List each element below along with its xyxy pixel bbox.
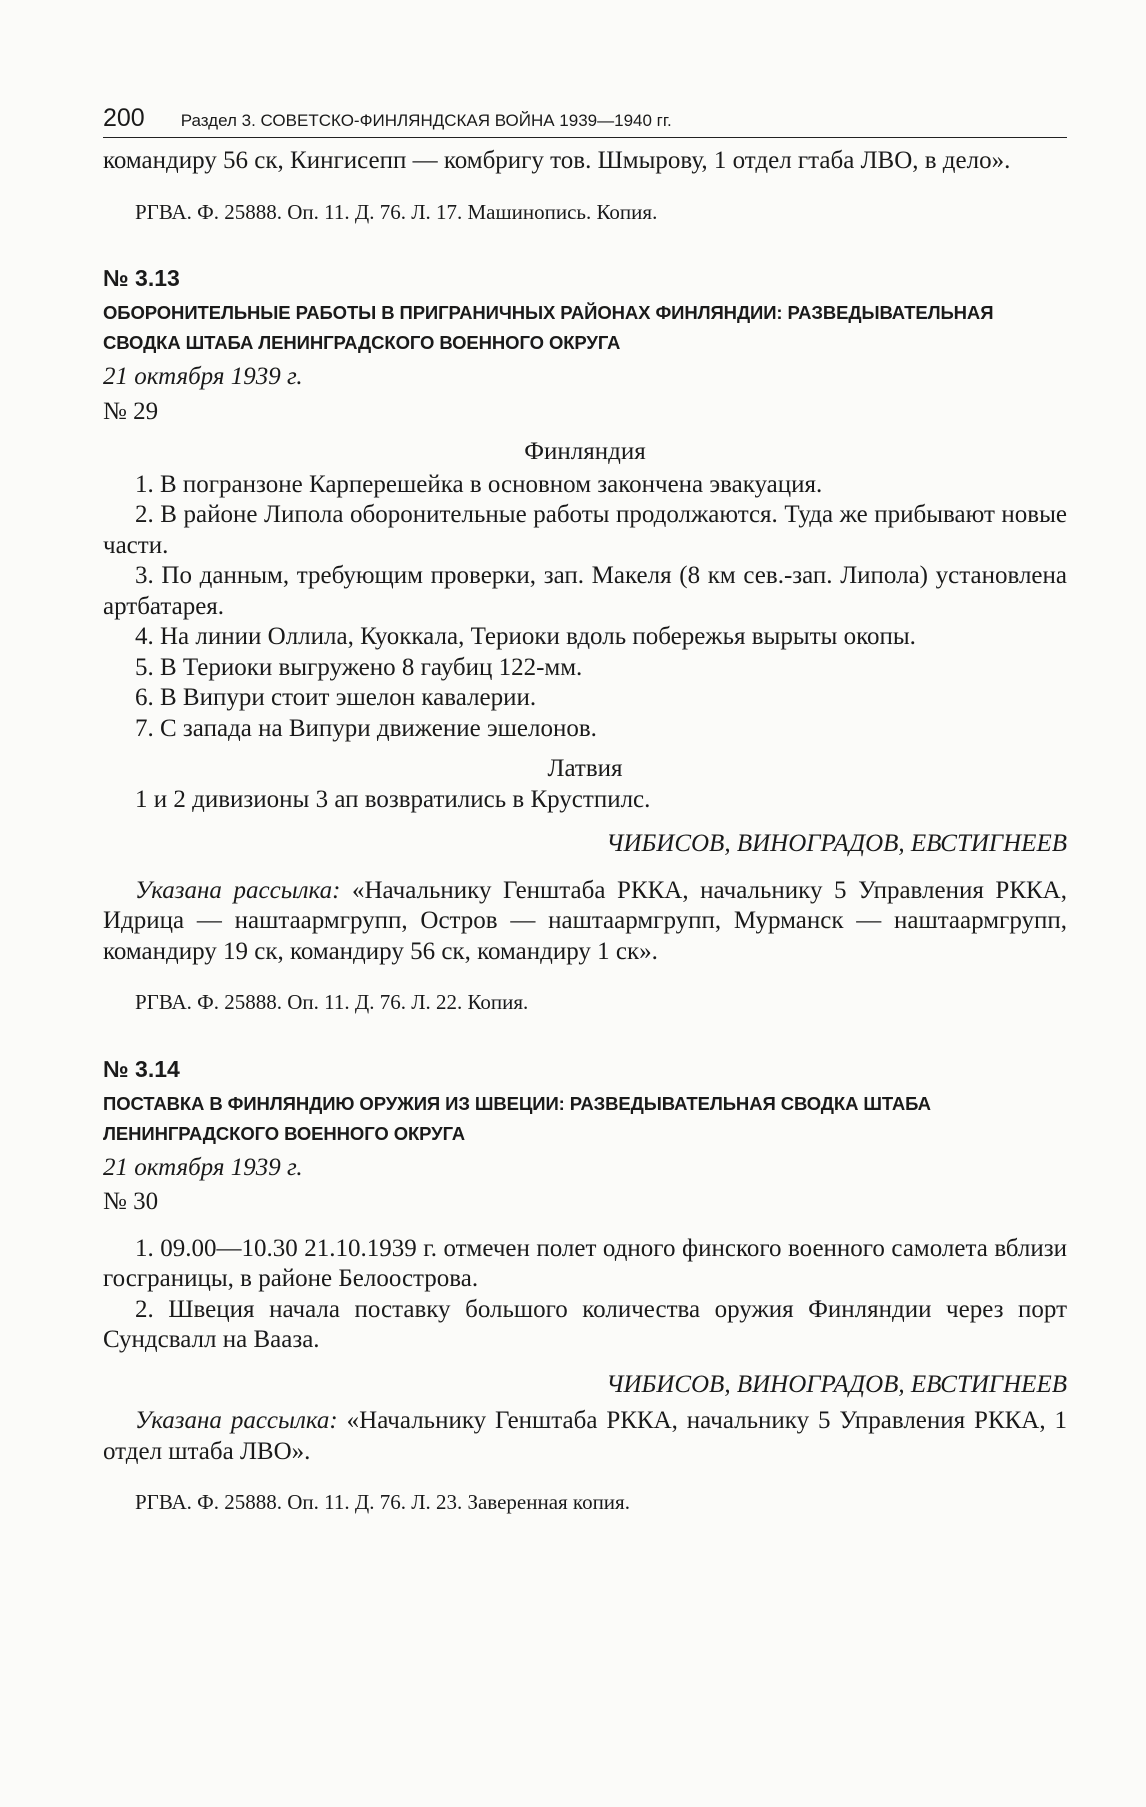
report-item: 2. Швеция начала поставку большого количества оружия Финляндии через порт Сундсвалл на Вааза. [103, 1295, 1067, 1353]
signature: ЧИБИСОВ, ВИНОГРАДОВ, ЕВСТИГНЕЕВ [606, 1370, 1067, 1398]
document-number: № 3.14 [103, 1055, 180, 1082]
distribution-note [103, 1406, 1067, 1467]
document-title: ПОСТАВКА В ФИНЛЯНДИЮ ОРУЖИЯ ИЗ ШВЕЦИИ: РАЗВЕДЫВАТЕЛЬНАЯ СВОДКА ШТАБА ЛЕНИНГРАДСКОГО ВОЕННОГО ОКРУГА [103, 1092, 931, 1144]
signature: ЧИБИСОВ, ВИНОГРАДОВ, ЕВСТИГНЕЕВ [606, 830, 1067, 857]
document-3-13 [103, 265, 1067, 1018]
report-item: 6. В Випури стоит эшелон кавалерии. [135, 684, 537, 711]
report-item: 2. В районе Липола оборонительные работы продолжаются. Туда же прибывают новые части. [103, 501, 1067, 559]
distribution-text: «Начальнику Генштаба РККА, начальнику 5 Управления РККА, 1 отдел штаба ЛВО». [103, 1407, 1067, 1465]
archive-ref: РГВА. Ф. 25888. Оп. 11. Д. 76. Л. 23. Заверенная копия. [135, 1490, 630, 1514]
report-items [103, 1234, 1067, 1356]
report-item: 4. На линии Оллила, Куоккала, Териоки вдоль побережья вырыты окопы. [135, 623, 916, 650]
section-title: Раздел 3. СОВЕТСКО-ФИНЛЯНДСКАЯ ВОЙНА 1939—1940 гг. [180, 111, 672, 130]
report-number: № 30 [103, 1188, 159, 1215]
distribution-label: Указана рассылка: [135, 876, 341, 904]
latvia-text: 1 и 2 дивизионы 3 ап возвратились в Крустпилс. [135, 785, 651, 813]
report-items [103, 470, 1067, 745]
running-header [103, 104, 1067, 138]
report-item: 1. В погранзоне Карперешейка в основном закончена эвакуация. [135, 470, 823, 498]
archive-ref: РГВА. Ф. 25888. Оп. 11. Д. 76. Л. 22. Копия. [135, 990, 529, 1014]
page-number: 200 [103, 104, 145, 132]
country-heading-finland: Финляндия [524, 438, 646, 465]
distribution-text: «Начальнику Генштаба РККА, начальнику 5 Управления РККА, Идрица — наштаармгрупп, Остров — наштаармгрупп, Мурманск — наштаармгрупп, командиру 19 ск, командиру 56 ск, командиру 1 ск». [103, 876, 1067, 965]
report-number: № 29 [103, 397, 159, 425]
distribution-label: Указана рассылка: [135, 1407, 338, 1434]
country-heading-latvia: Латвия [547, 755, 623, 782]
report-item: 5. В Териоки выгружено 8 гаубиц 122-мм. [135, 653, 583, 681]
document-date: 21 октября 1939 г. [103, 363, 303, 390]
document-date: 21 октября 1939 г. [103, 1153, 303, 1181]
intro-archive-ref: РГВА. Ф. 25888. Оп. 11. Д. 76. Л. 17. Машинопись. Копия. [135, 199, 658, 224]
report-item: 1. 09.00—10.30 21.10.1939 г. отмечен полет одного финского военного самолета вблизи госграницы, в районе Белоострова. [103, 1234, 1067, 1292]
report-item: 7. С запада на Випури движение эшелонов. [135, 714, 597, 742]
intro-text: командиру 56 ск, Кингисепп — комбригу тов. Шмырову, 1 отдел гтаба ЛВО, в дело». [103, 147, 1011, 174]
distribution-note [103, 876, 1067, 968]
document-3-14 [103, 1056, 1067, 1518]
report-item: 3. По данным, требующим проверки, зап. Макеля (8 км сев.-зап. Липола) установлена артбатарея. [103, 562, 1067, 620]
document-title: ОБОРОНИТЕЛЬНЫЕ РАБОТЫ В ПРИГРАНИЧНЫХ РАЙОНАХ ФИНЛЯНДИИ: РАЗВЕДЫВАТЕЛЬНАЯ СВОДКА ШТАБА ЛЕНИНГРАДСКОГО ВОЕННОГО ОКРУГА [103, 302, 994, 353]
book-page [103, 104, 1067, 1518]
document-number: № 3.13 [103, 265, 180, 291]
